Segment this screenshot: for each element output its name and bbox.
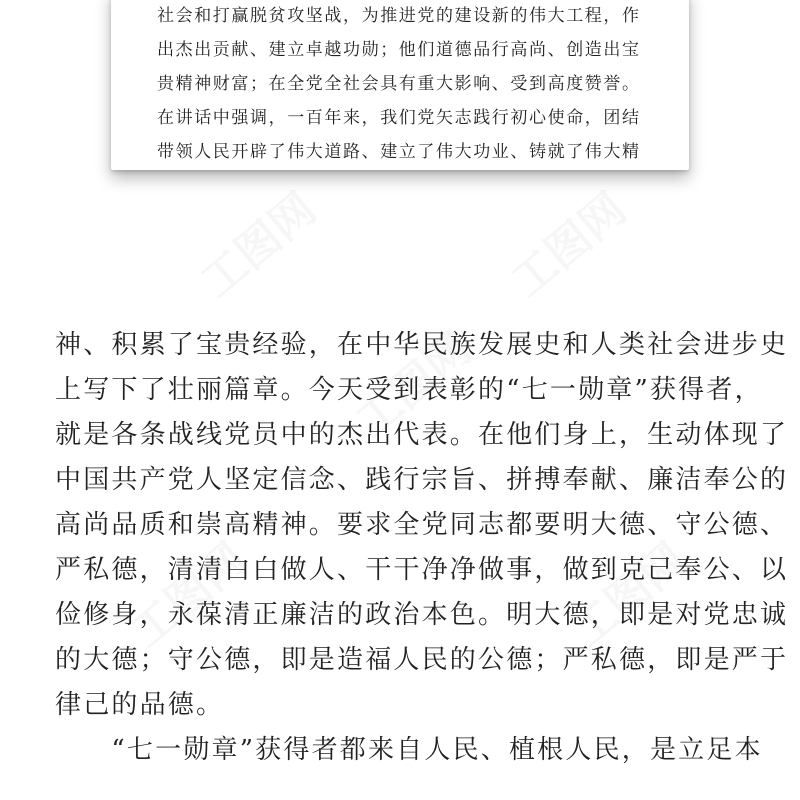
excerpt-line: 在讲话中强调，一百年来，我们党矢志践行初心使命，团结	[157, 108, 641, 128]
watermark: 工图网	[501, 183, 636, 308]
body-line: 严私德，清清白白做人、干干净净做事，做到克己奉公、以	[55, 555, 789, 585]
excerpt-line: 社会和打赢脱贫攻坚战，为推进党的建设新的伟大工程，作	[157, 6, 641, 26]
body-line: “七一勋章”获得者都来自人民、植根人民，是立足本	[55, 735, 763, 765]
watermark: 工图网	[346, 323, 481, 448]
watermark: 工图网	[191, 183, 326, 308]
body-line: 律己的品德。	[55, 690, 225, 720]
body-line: 上写下了壮丽篇章。今天受到表彰的“七一勋章”获得者，	[55, 375, 763, 405]
body-line: 中国共产党人坚定信念、践行宗旨、拼搏奉献、廉洁奉公的	[55, 465, 789, 495]
body-line: 高尚品质和崇高精神。要求全党同志都要明大德、守公德、	[55, 510, 789, 540]
body-line: 的大德；守公德，即是造福人民的公德；严私德，即是严于	[55, 645, 789, 675]
body-line: 就是各条战线党员中的杰出代表。在他们身上，生动体现了	[55, 420, 789, 450]
watermark: 工图网	[561, 533, 696, 658]
excerpt-line: 贵精神财富；在全党全社会具有重大影响、受到高度赞誉。	[157, 74, 641, 94]
excerpt-line: 带领人民开辟了伟大道路、建立了伟大功业、铸就了伟大精	[157, 142, 641, 162]
watermark: 工图网	[121, 533, 256, 658]
excerpt-card	[111, 0, 689, 170]
body-line: 俭修身，永葆清正廉洁的政治本色。明大德，即是对党忠诚	[55, 600, 789, 630]
body-line: 神、积累了宝贵经验，在中华民族发展史和人类社会进步史	[55, 330, 789, 360]
excerpt-line: 出杰出贡献、建立卓越功勋；他们道德品行高尚、创造出宝	[157, 40, 641, 60]
